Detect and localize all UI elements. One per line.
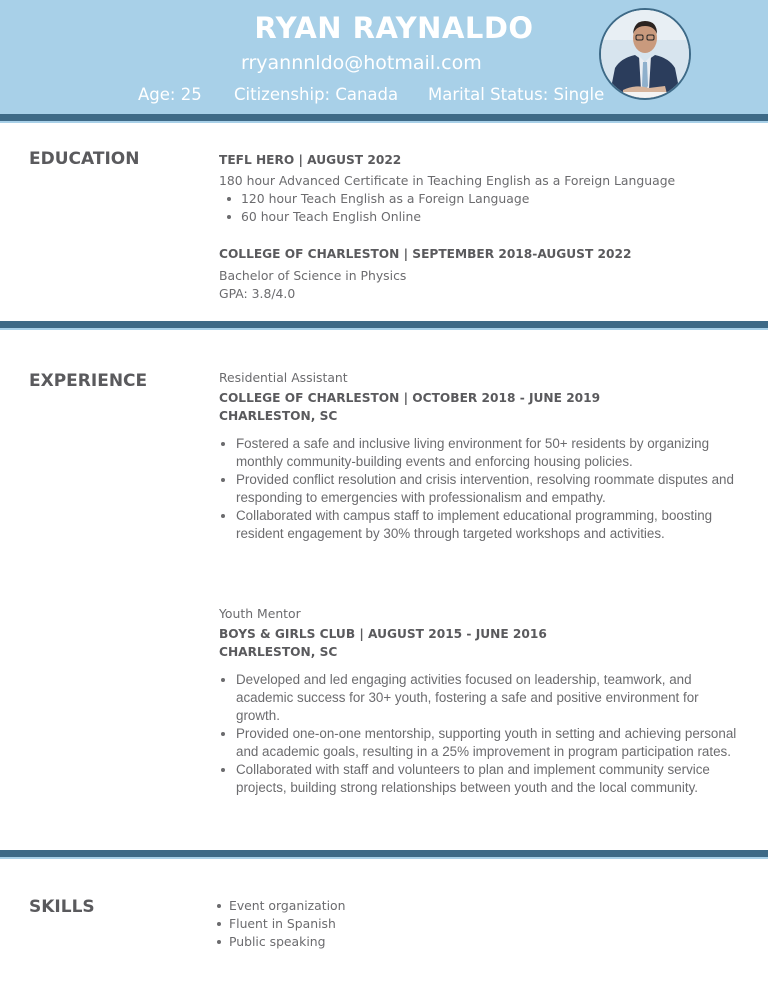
list-item: Fostered a safe and inclusive living environment for 50+ residents by organizing monthly community-building events and enforcing housing policies. <box>219 435 739 471</box>
section-title-experience: EXPERIENCE <box>29 371 148 391</box>
experience-job <box>219 369 739 543</box>
list-item: Event organization <box>217 897 737 915</box>
marital-status: Marital Status: Single <box>428 85 605 104</box>
list-item: Collaborated with campus staff to implement educational programming, boosting resident engagement by 30% through targeted workshops and activities. <box>219 507 739 543</box>
list-item: Provided conflict resolution and crisis intervention, resolving roommate disputes and responding to emergencies with professionalism and empathy. <box>219 471 739 507</box>
education-heading: TEFL HERO | AUGUST 2022 <box>219 153 402 167</box>
job-employer: BOYS & GIRLS CLUB | AUGUST 2015 - JUNE 2016 <box>219 627 547 641</box>
job-location: CHARLESTON, SC <box>219 645 338 659</box>
person-photo-icon <box>601 10 689 98</box>
resume-header <box>0 0 768 114</box>
education-description: 180 hour Advanced Certificate in Teaching English as a Foreign Language <box>219 173 676 188</box>
job-bullets <box>219 671 739 797</box>
list-item: 120 hour Teach English as a Foreign Language <box>219 190 739 208</box>
list-item: 60 hour Teach English Online <box>219 208 739 226</box>
list-item: Public speaking <box>217 933 737 951</box>
age: Age: 25 <box>138 85 202 104</box>
list-item: Collaborated with staff and volunteers to plan and implement community service projects, building strong relationships between youth and the local community. <box>219 761 739 797</box>
candidate-name: RYAN RAYNALDO <box>254 11 534 45</box>
job-bullets <box>219 435 739 543</box>
job-location: CHARLESTON, SC <box>219 409 338 423</box>
job-role: Youth Mentor <box>219 606 301 621</box>
section-title-education: EDUCATION <box>29 149 140 169</box>
education-bullets <box>219 190 739 226</box>
list-item: Provided one-on-one mentorship, supporting youth in setting and achieving personal and academic goals, resulting in a 25% improvement in program participation rates. <box>219 725 739 761</box>
education-content <box>219 151 739 303</box>
divider <box>0 321 768 330</box>
profile-photo <box>599 8 691 100</box>
divider <box>0 114 768 123</box>
divider <box>0 850 768 859</box>
experience-job <box>219 605 739 797</box>
skills-content <box>217 897 737 951</box>
education-description: Bachelor of Science in Physics <box>219 268 407 283</box>
list-item: Fluent in Spanish <box>217 915 737 933</box>
job-employer: COLLEGE OF CHARLESTON | OCTOBER 2018 - JUNE 2019 <box>219 391 601 405</box>
gpa: GPA: 3.8/4.0 <box>219 286 296 301</box>
education-heading: COLLEGE OF CHARLESTON | SEPTEMBER 2018-AUGUST 2022 <box>219 247 632 261</box>
list-item: Developed and led engaging activities focused on leadership, teamwork, and academic success for 30+ youth, fostering a safe and positive environment for growth. <box>219 671 739 725</box>
skills-list <box>217 897 737 951</box>
email-address: rryannnldo@hotmail.com <box>241 52 482 74</box>
section-title-skills: SKILLS <box>29 897 95 917</box>
job-role: Residential Assistant <box>219 370 348 385</box>
citizenship: Citizenship: Canada <box>234 85 399 104</box>
